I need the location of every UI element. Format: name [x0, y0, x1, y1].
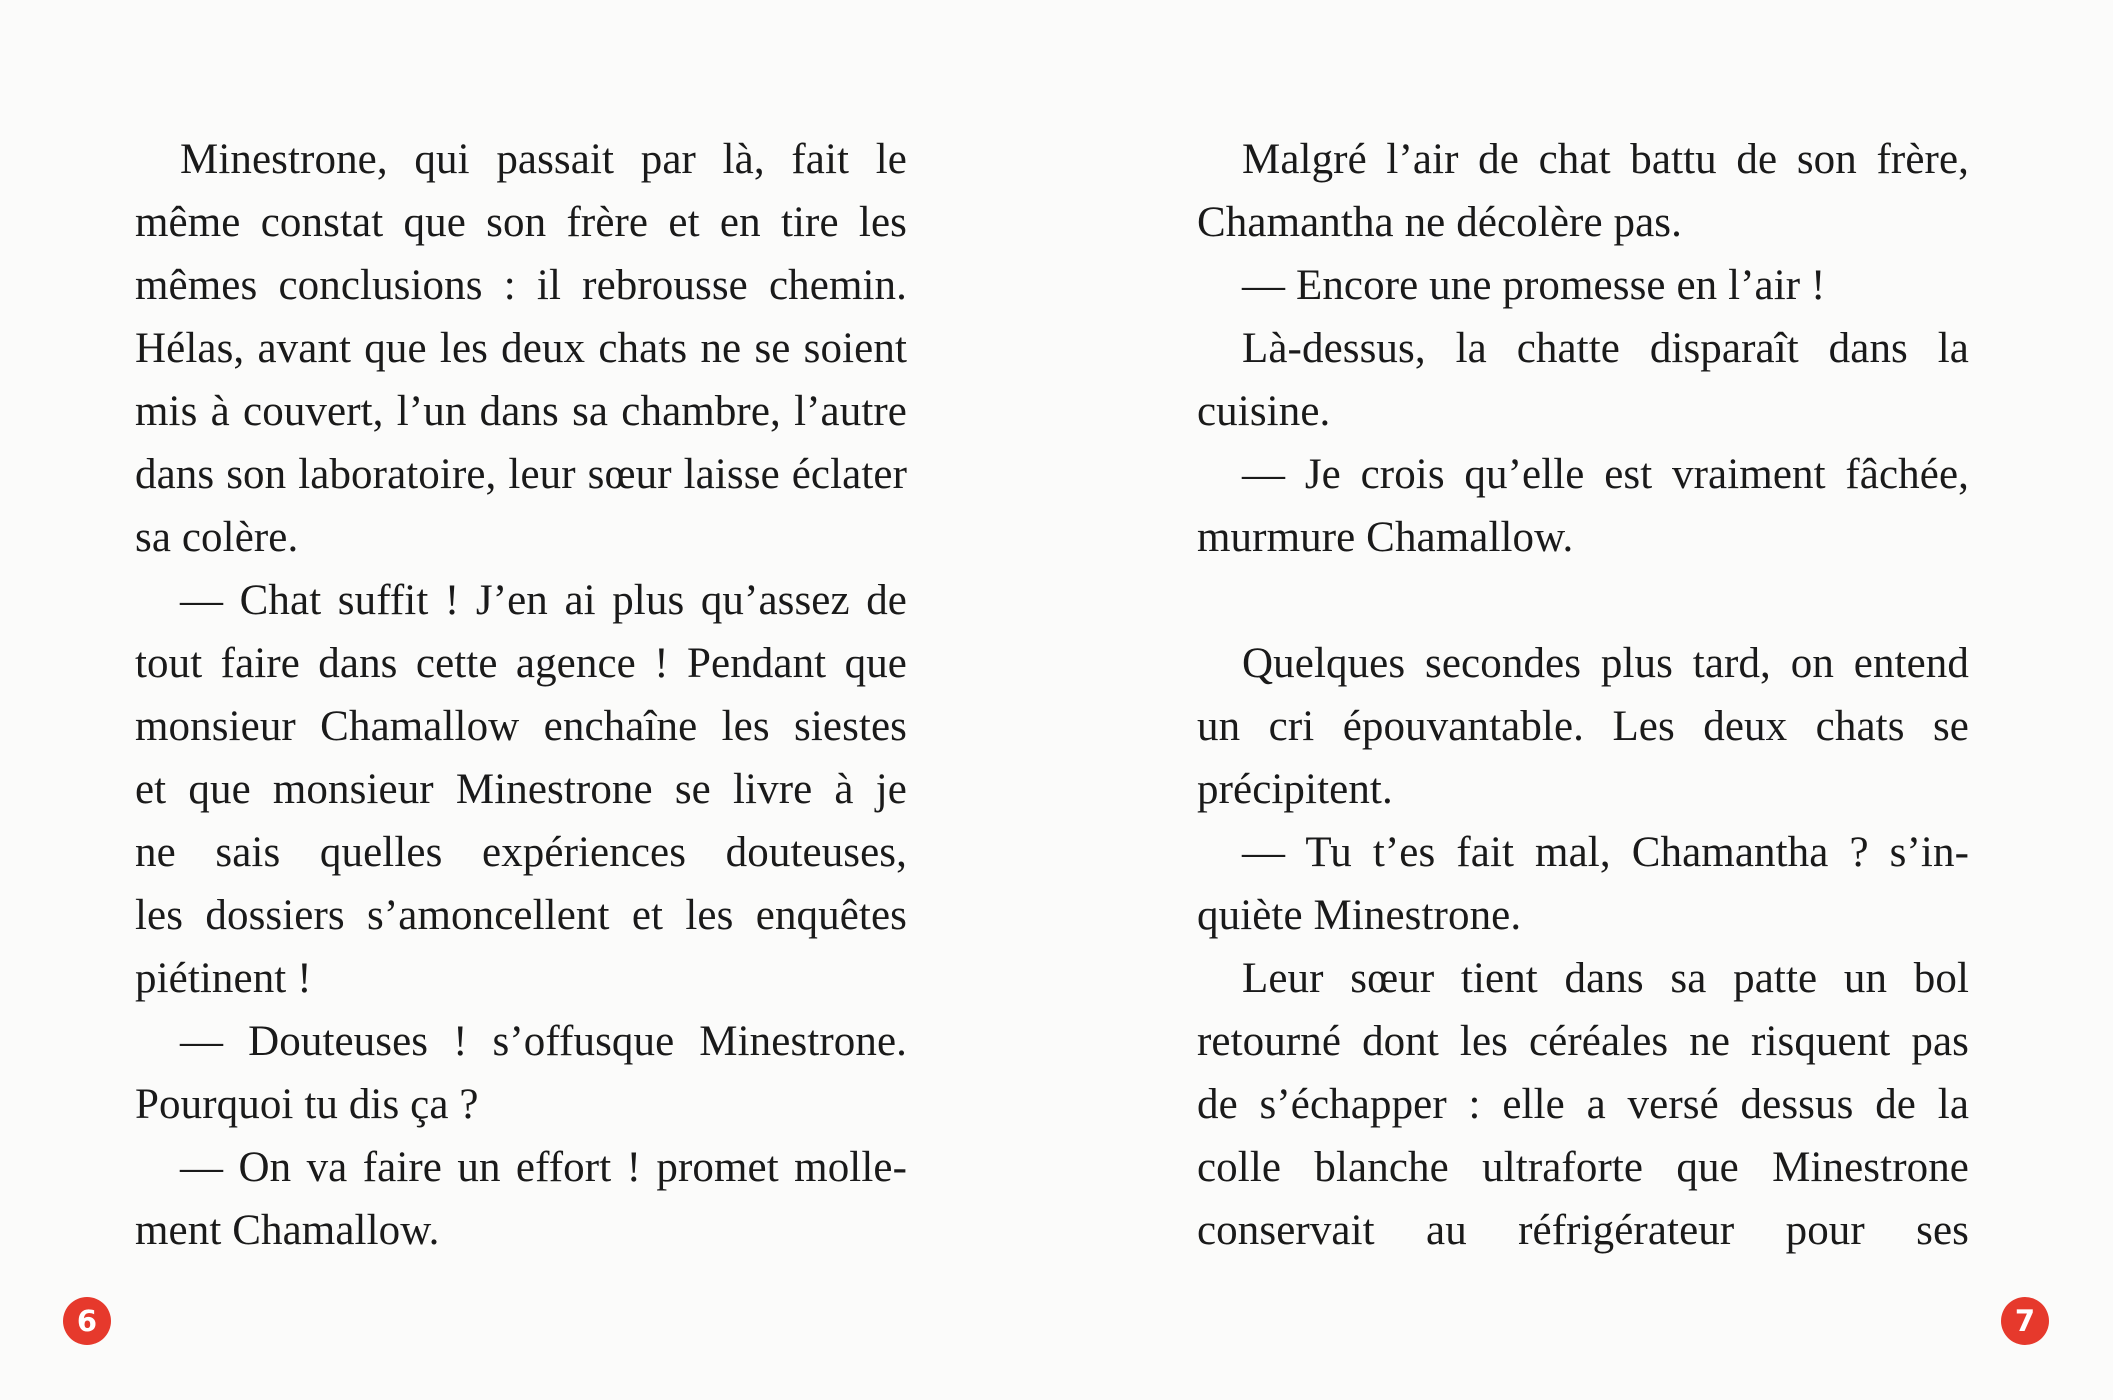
- text-line: — Je crois qu’elle est vraiment fâchée,: [1242, 451, 1969, 498]
- page-number-badge: [2001, 1297, 2049, 1345]
- text-line: ne sais quelles expériences douteuses,: [135, 829, 907, 876]
- text-line: cuisine.: [1197, 388, 1331, 435]
- text-line: monsieur Chamallow enchaîne les siestes: [135, 703, 907, 750]
- page-number-badge: [63, 1297, 111, 1345]
- text-line: conservait au réfrigérateur pour ses: [1197, 1207, 1969, 1254]
- text-line: ment Chamallow.: [135, 1207, 440, 1254]
- text-line: un cri épouvantable. Les deux chats se: [1197, 703, 1969, 750]
- text-line: Leur sœur tient dans sa patte un bol: [1242, 955, 1969, 1002]
- text-line: mis à couvert, l’un dans sa chambre, l’autre: [135, 388, 907, 435]
- text-line: Malgré l’air de chat battu de son frère,: [1242, 136, 1969, 183]
- text-line: colle blanche ultraforte que Minestrone: [1197, 1144, 1969, 1191]
- text-line: dans son laboratoire, leur sœur laisse éclater: [135, 451, 907, 498]
- page-number: 6: [76, 1304, 98, 1338]
- page-left-text: [135, 128, 907, 1262]
- text-line: — On va faire un effort ! promet molle-: [180, 1144, 907, 1191]
- text-line: même constat que son frère et en tire les: [135, 199, 907, 246]
- text-line: quiète Minestrone.: [1197, 892, 1522, 939]
- page-number: 7: [2014, 1304, 2036, 1338]
- text-line: tout faire dans cette agence ! Pendant que: [135, 640, 907, 687]
- text-line: murmure Chamallow.: [1197, 514, 1574, 561]
- text-line: sa colère.: [135, 514, 299, 561]
- text-line: Hélas, avant que les deux chats ne se soient: [135, 325, 907, 372]
- text-line: — Douteuses ! s’offusque Minestrone.: [180, 1018, 907, 1065]
- text-line: retourné dont les céréales ne risquent pas: [1197, 1018, 1969, 1065]
- text-line: précipitent.: [1197, 766, 1393, 813]
- text-line: mêmes conclusions : il rebrousse chemin.: [135, 262, 907, 309]
- text-line: les dossiers s’amoncellent et les enquêtes: [135, 892, 907, 939]
- text-line: Chamantha ne décolère pas.: [1197, 199, 1682, 246]
- text-line: Là-dessus, la chatte disparaît dans la: [1242, 325, 1969, 372]
- text-line: et que monsieur Minestrone se livre à je: [135, 766, 907, 813]
- text-line: de s’échapper : elle a versé dessus de la: [1197, 1081, 1969, 1128]
- text-line: — Tu t’es fait mal, Chamantha ? s’in-: [1242, 829, 1969, 876]
- text-line: — Chat suffit ! J’en ai plus qu’assez de: [180, 577, 907, 624]
- page-right-text: [1197, 128, 1969, 1262]
- text-line: — Encore une promesse en l’air !: [1242, 262, 1826, 309]
- text-line: Quelques secondes plus tard, on entend: [1242, 640, 1969, 687]
- text-line: piétinent !: [135, 955, 312, 1002]
- text-line: Minestrone, qui passait par là, fait le: [180, 136, 907, 183]
- text-line: Pourquoi tu dis ça ?: [135, 1081, 479, 1128]
